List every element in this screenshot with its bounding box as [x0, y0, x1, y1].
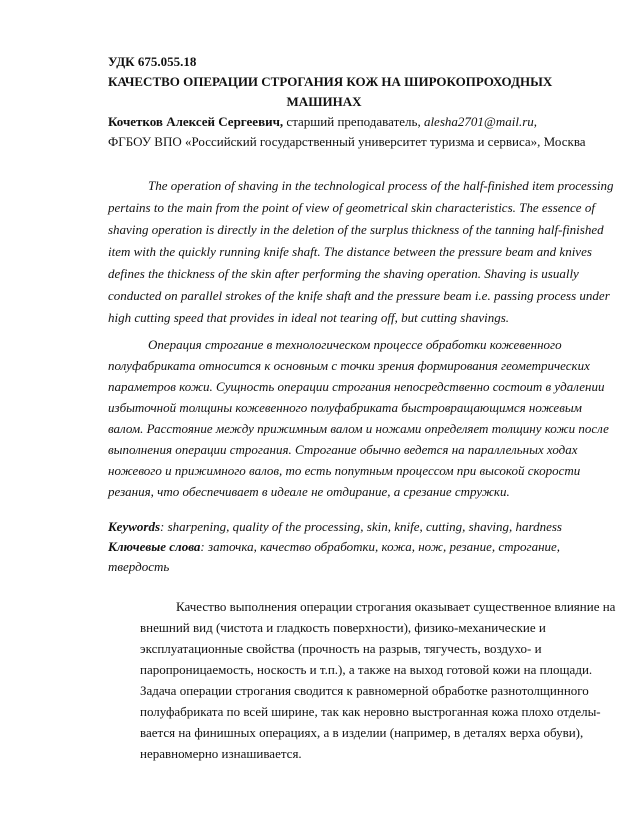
abstract-en-line: shaving operation is directly in the deletion of the surplus thickness of the tanning half-finished [108, 222, 604, 237]
udk-code: УДК 675.055.18 [108, 54, 197, 69]
header [108, 52, 586, 152]
body-line: паропроницаемость, носкость и т.п.), а также на выход готовой кожи на площади. [140, 662, 593, 677]
body-line: Задача операции строгания сводится к равномерной обработке разнотолщинного [140, 683, 589, 698]
keywords-ru [108, 537, 561, 557]
keywords-ru-label: Ключевые слова [108, 539, 201, 554]
keywords-en [108, 517, 562, 537]
keywords-en-label: Keywords [108, 519, 160, 534]
keywords-ru-text: : заточка, качество обработки, кожа, нож, резание, строгание, [200, 539, 561, 554]
abstract-ru-line: параметров кожи. Сущность операции строгания непосредственно состоит в удалении [108, 379, 605, 394]
abstract-ru-line: резания, что обеспечивает в идеале не отдирание, а срезание стружки. [108, 484, 510, 499]
keywords [108, 517, 562, 577]
abstract-en-line: conducted on parallel strokes of the knife shaft and the pressure beam i.e. passing process under [108, 288, 610, 303]
author-position: старший преподаватель, [283, 114, 424, 129]
body-line: Качество выполнения операции строгания оказывает существенное влияние на [176, 599, 616, 614]
abstract-en-line: pertains to the main from the point of view of geometrical skin characteristics. The essence of [108, 200, 595, 215]
abstract-en-line: defines the thickness of the skin after performing the shaving operation. Shaving is usually [108, 266, 579, 281]
abstract-ru-line: полуфабриката относится к основным с точки зрения формирования геометрических [108, 358, 590, 373]
abstract-ru-line: избыточной толщины кожевенного полуфабриката быстровращающимся ножевым [108, 400, 582, 415]
body-line: вается на финишных операциях, а в изделии (например, в деталях верха обуви), [140, 725, 584, 740]
body-paragraph [140, 596, 616, 764]
author-email[interactable]: alesha2701@mail.ru, [423, 114, 538, 129]
abstract-ru-line: ножевого и прижимного валов, то есть попутным процессом при высокой скорости [108, 463, 581, 478]
abstract-en-line: The operation of shaving in the technological process of the half-finished item processing [148, 178, 614, 193]
abstract-ru-line: валом. Расстояние между прижимным валом и ножами определяет толщину кожи после [108, 421, 609, 436]
abstract-en-line: high cutting speed that provides in ideal not tearing off, but cutting shavings. [108, 310, 510, 325]
body-line: неравномерно изнашивается. [140, 746, 302, 761]
body-line: внешний вид (чистота и гладкость поверхности), физико-механические и [140, 620, 546, 635]
body-line: эксплуатационные свойства (прочность на разрыв, тягучесть, воздухо- и [140, 641, 542, 656]
article-title-line-2: МАШИНАХ [286, 94, 362, 109]
article-title-line-1: КАЧЕСТВО ОПЕРАЦИИ СТРОГАНИЯ КОЖ НА ШИРОКОПРОХОДНЫХ [108, 74, 553, 89]
keywords-en-text: : sharpening, quality of the processing, skin, knife, cutting, shaving, hardness [160, 519, 562, 534]
author-line [108, 112, 540, 132]
abstract-en [108, 175, 614, 329]
keywords-ru-continued: твердость [108, 559, 170, 574]
author-affiliation: ФГБОУ ВПО «Российский государственный университет туризма и сервиса», Москва [108, 134, 586, 149]
body-line: полуфабриката по всей ширине, так как неровно выстроганная кожа плохо отделы- [140, 704, 601, 719]
abstract-ru-line: Операция строгание в технологическом процессе обработки кожевенного [148, 337, 562, 352]
abstract-ru-line: выполнения операции строгания. Строгание обычно ведется на параллельных ходах [108, 442, 578, 457]
abstract-en-line: item with the quickly running knife shaft. The distance between the pressure beam and knives [108, 244, 592, 259]
author-name: Кочетков Алексей Сергеевич, [108, 114, 284, 129]
abstract-ru [108, 334, 609, 502]
